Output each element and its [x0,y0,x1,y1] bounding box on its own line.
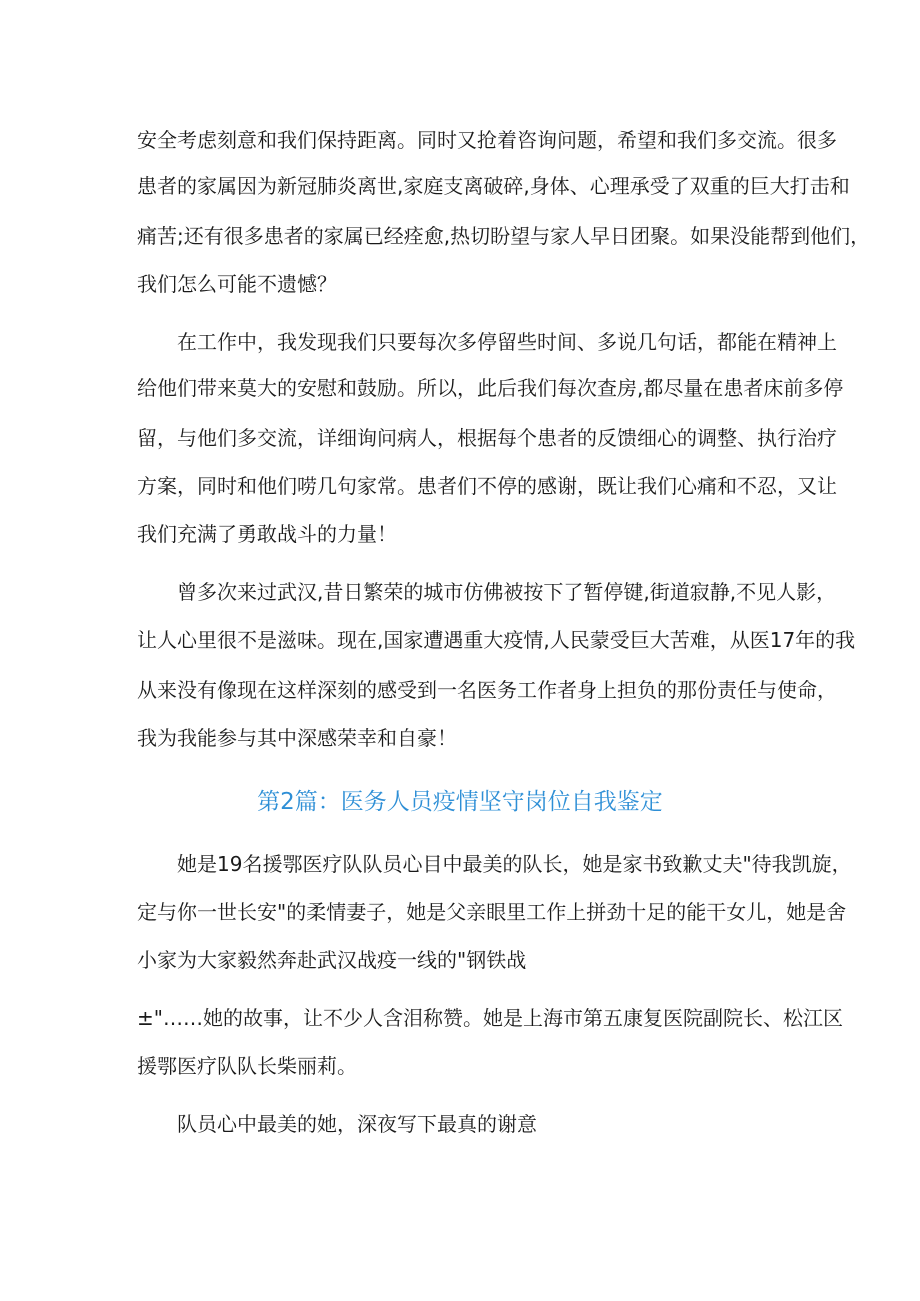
paragraph-1-line-4: 我们怎么可能不遗憾？ [137,272,337,296]
paragraph-2-line-2: 给他们带来莫大的安慰和鼓励。所以，此后我们每次查房,都尽量在患者床前多停 [137,376,844,400]
paragraph-3-line-2: 让人心里很不是滋味。现在,国家遭遇重大疫情,人民蒙受巨大苦难，从医17年的我 [137,628,856,652]
paragraph-2-line-3: 留，与他们多交流，详细询问病人，根据每个患者的反馈细心的调整、执行治疗 [137,426,837,450]
section-heading: 第2篇：医务人员疫情坚守岗位自我鉴定 [257,789,663,815]
paragraph-1-line-1: 安全考虑刻意和我们保持距离。同时又抢着咨询问题，希望和我们多交流。很多 [137,128,837,152]
paragraph-2-line-4: 方案，同时和他们唠几句家常。患者们不停的感谢，既让我们心痛和不忍，又让 [137,474,837,498]
paragraph-2-line-1: 在工作中，我发现我们只要每次多停留些时间、多说几句话，都能在精神上 [177,330,837,354]
paragraph-4-line-4: ±"……她的故事，让不少人含泪称赞。她是上海市第五康复医院副院长、松江区 [137,1006,843,1030]
paragraph-3-line-3: 从来没有像现在这样深刻的感受到一名医务工作者身上担负的那份责任与使命， [137,678,837,702]
paragraph-3-line-4: 我为我能参与其中深感荣幸和自豪！ [137,726,457,750]
paragraph-4-line-5: 援鄂医疗队队长柴丽莉。 [137,1054,357,1078]
paragraph-1-line-3: 痛苦;还有很多患者的家属已经痊愈,热切盼望与家人早日团聚。如果没能帮到他们， [137,224,871,248]
paragraph-4-line-1: 她是19名援鄂医疗队队员心目中最美的队长，她是家书致歉丈夫"待我凯旋， [177,852,852,876]
paragraph-1-line-2: 患者的家属因为新冠肺炎离世,家庭支离破碎,身体、心理承受了双重的巨大打击和 [137,174,850,198]
paragraph-4-line-2: 定与你一世长安"的柔情妻子，她是父亲眼里工作上拼劲十足的能干女儿，她是舍 [137,900,847,924]
paragraph-3-line-1: 曾多次来过武汉,昔日繁荣的城市仿佛被按下了暂停键,街道寂静,不见人影， [177,580,837,604]
paragraph-4-line-3: 小家为大家毅然奔赴武汉战疫一线的"钢铁战 [137,948,527,972]
paragraph-5-line-1: 队员心中最美的她，深夜写下最真的谢意 [177,1112,537,1136]
paragraph-2-line-5: 我们充满了勇敢战斗的力量！ [137,522,397,546]
